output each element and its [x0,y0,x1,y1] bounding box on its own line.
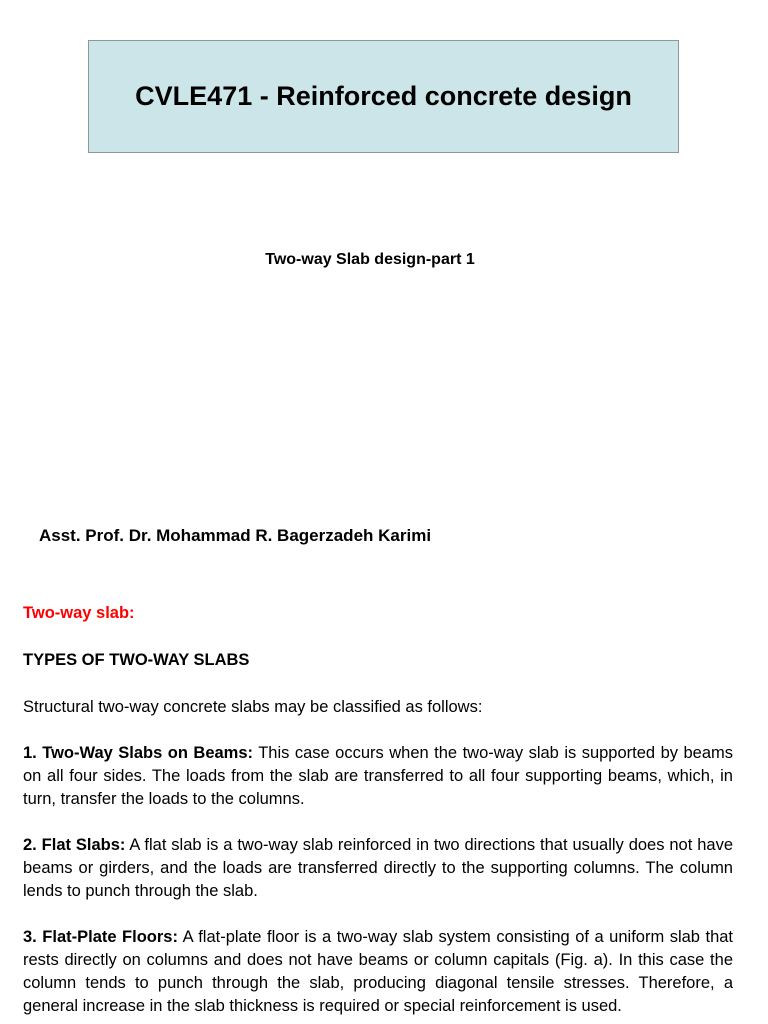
body-content [23,602,733,1024]
section-title: Two-way slab: [23,604,135,622]
slab-type-item [23,926,733,1018]
title-box [88,40,679,153]
slab-type-item [23,742,733,811]
slab-type-label: 2. Flat Slabs: [23,836,126,854]
slab-type-text: A flat-plate floor is a two-way slab system consisting of a uniform slab that rests directly on columns and does not have beams or column capitals (Fig. a). In this case the column tends to punch through the slab, producing diagonal tensile stresses. Therefore, a general increase in the slab thickness is required or special reinforcement is used. [23,928,734,1015]
slab-type-item [23,834,733,903]
slab-type-label: 3. Flat-Plate Floors: [23,928,178,946]
author-name: Asst. Prof. Dr. Mohammad R. Bagerzadeh Karimi [39,526,432,545]
intro-paragraph: Structural two-way concrete slabs may be classified as follows: [23,698,483,716]
slab-type-label: 1. Two-Way Slabs on Beams: [23,744,254,762]
section-heading: TYPES OF TWO-WAY SLABS [23,651,250,669]
lecture-subtitle: Two-way Slab design-part 1 [265,251,475,268]
course-title: CVLE471 - Reinforced concrete design [135,81,632,111]
slab-type-text: A flat slab is a two-way slab reinforced in two directions that usually does not have beams or girders, and the loads are transferred directly to the supporting columns. The column lends to punch through the slab. [23,836,733,900]
slab-type-text: This case occurs when the two-way slab is supported by beams on all four sides. The loads from the slab are transferred to all four supporting beams, which, in turn, transfer the loads to the columns. [23,744,733,808]
